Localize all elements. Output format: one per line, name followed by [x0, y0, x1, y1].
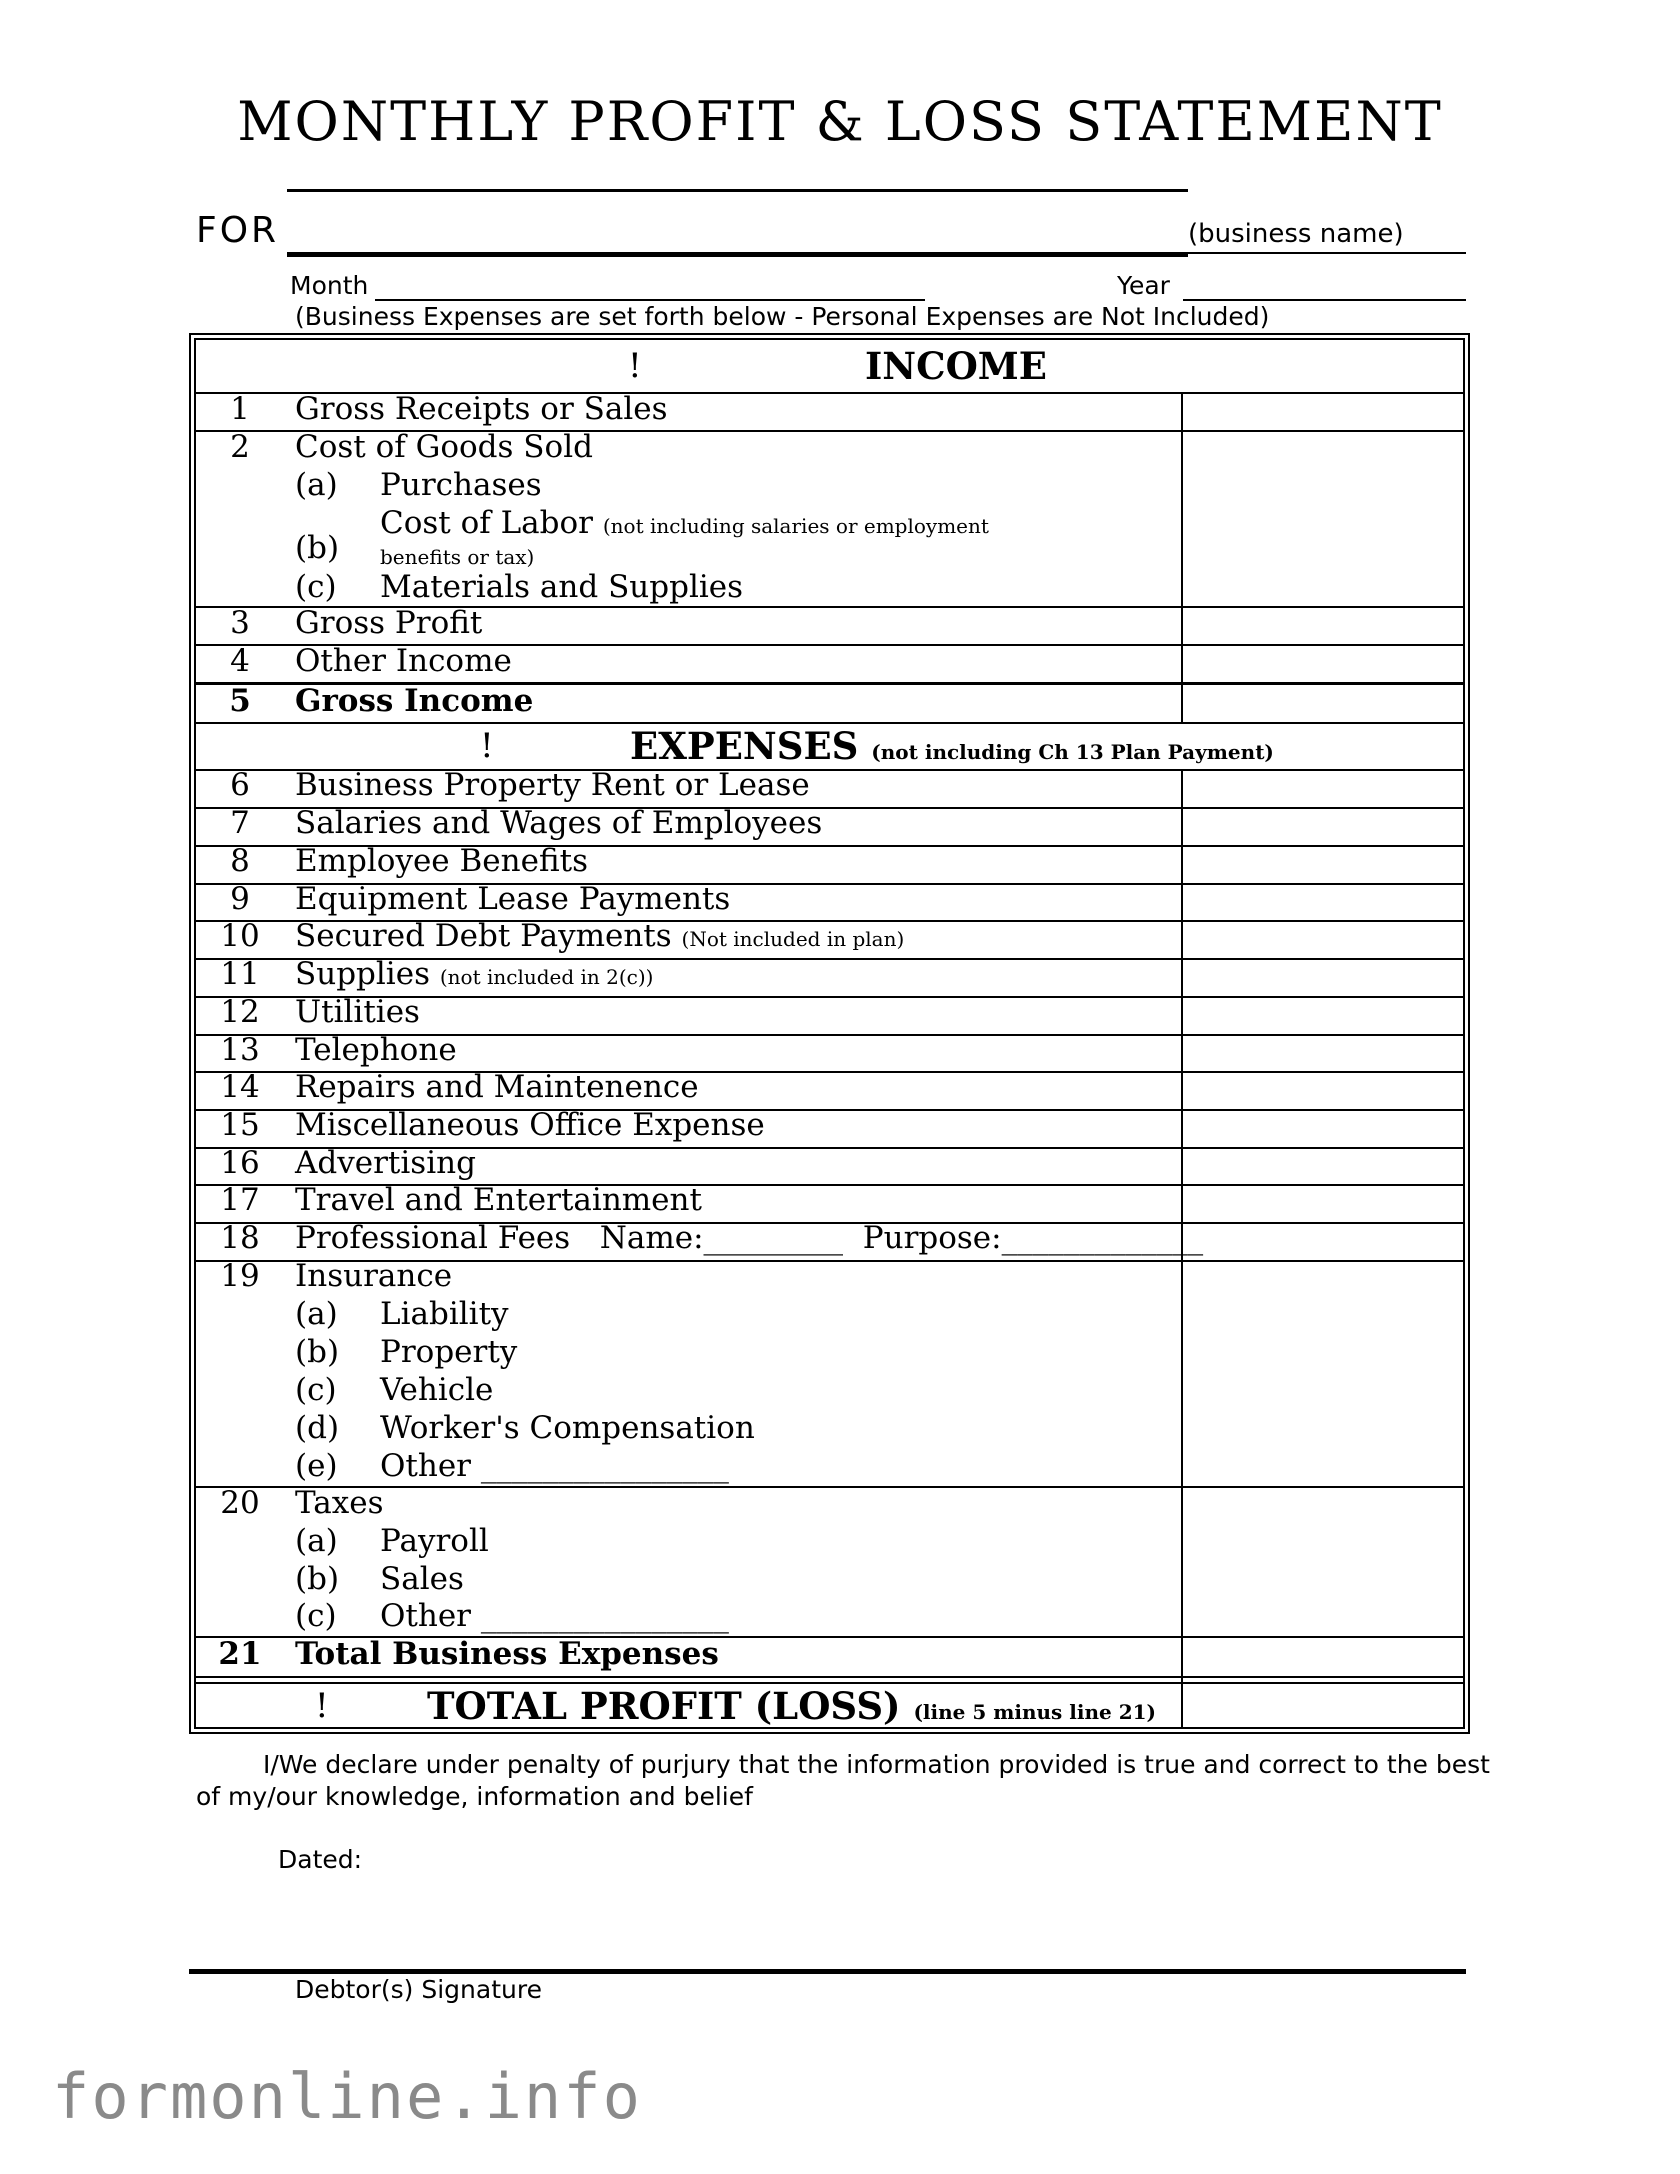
month-label: Month: [290, 271, 369, 300]
row-number: 8: [230, 843, 250, 879]
row-number: 2: [230, 429, 250, 465]
year-label: Year: [1117, 271, 1170, 300]
page-title: MONTHLY PROFIT & LOSS STATEMENT: [237, 90, 1443, 153]
row-label-other-income: Other Income: [295, 643, 512, 679]
value-other-income[interactable]: [1183, 646, 1459, 682]
insurance-item-key: (e): [295, 1448, 338, 1484]
insurance-item-property: Property: [380, 1334, 518, 1370]
declaration-text-continued: of my/our knowledge, information and belief: [196, 1782, 753, 1811]
row-label-total-expenses: Total Business Expenses: [295, 1636, 719, 1672]
tax-item-other: Other ________________: [380, 1598, 729, 1634]
cogs-item-key: (c): [295, 569, 337, 605]
row-label-gross-receipts: Gross Receipts or Sales: [295, 391, 668, 427]
row-number: 16: [220, 1145, 260, 1181]
watermark: formonline.info: [52, 2060, 642, 2133]
row-label-travel: Travel and Entertainment: [295, 1182, 702, 1218]
row-number: 5: [229, 683, 251, 719]
value-gross-receipts[interactable]: [1183, 394, 1459, 430]
tax-item-key: (c): [295, 1598, 337, 1634]
cogs-item-key: (b): [295, 530, 340, 566]
row-label-salaries: Salaries and Wages of Employees: [295, 805, 823, 841]
business-name-hint: (business name): [1188, 219, 1404, 249]
row-number: 6: [230, 767, 250, 803]
tax-item-key: (b): [295, 1561, 340, 1597]
cogs-item-materials: Materials and Supplies: [380, 569, 744, 605]
signature-label: Debtor(s) Signature: [295, 1975, 542, 2004]
row-number: 18: [220, 1220, 260, 1256]
row-number: 19: [220, 1258, 260, 1294]
cogs-item-labor: Cost of Labor (not including salaries or employment: [380, 505, 989, 541]
row-label-taxes: Taxes: [295, 1485, 384, 1521]
signature-line[interactable]: [189, 1969, 1466, 1974]
row-number: 4: [230, 643, 250, 679]
row-number: 20: [220, 1485, 260, 1521]
row-number: 9: [230, 881, 250, 917]
cogs-item-purchases: Purchases: [380, 467, 542, 503]
expenses-marker: !: [480, 726, 494, 766]
row-label-professional-fees: Professional Fees Name:_________ Purpose:_____________: [295, 1220, 1204, 1256]
row-number: 17: [220, 1182, 260, 1218]
year-field[interactable]: [1183, 299, 1466, 301]
insurance-item-key: (a): [295, 1296, 338, 1332]
business-name-hint-line: [1188, 252, 1466, 254]
row-label-telephone: Telephone: [295, 1032, 457, 1068]
insurance-item-key: (b): [295, 1334, 340, 1370]
income-header: INCOME: [865, 344, 1047, 388]
insurance-item-workers-comp: Worker's Compensation: [380, 1410, 755, 1446]
row-label-rent: Business Property Rent or Lease: [295, 767, 810, 803]
dated-label: Dated:: [278, 1845, 363, 1874]
row-label-gross-income: Gross Income: [295, 683, 534, 719]
month-field[interactable]: [375, 299, 925, 301]
business-name-field[interactable]: [287, 252, 1188, 257]
insurance-item-liability: Liability: [380, 1296, 509, 1332]
business-name-top-line: [287, 189, 1188, 192]
row-label-insurance: Insurance: [295, 1258, 453, 1294]
insurance-item-other: Other ________________: [380, 1448, 729, 1484]
cogs-item-key: (a): [295, 467, 338, 503]
total-profit-header: TOTAL PROFIT (LOSS) (line 5 minus line 21): [427, 1684, 1157, 1728]
row-label-office-expense: Miscellaneous Office Expense: [295, 1107, 765, 1143]
row-number: 3: [230, 605, 250, 641]
income-marker: !: [628, 346, 642, 386]
row-number: 7: [230, 805, 250, 841]
declaration-text: I/We declare under penalty of purjury that the information provided is true and correct to the best: [263, 1750, 1490, 1779]
row-number: 12: [220, 994, 260, 1030]
tax-item-key: (a): [295, 1523, 338, 1559]
value-total-expenses[interactable]: [1183, 1638, 1459, 1676]
row-number: 14: [220, 1069, 260, 1105]
value-cost-of-goods[interactable]: [1183, 432, 1459, 606]
for-label: FOR: [196, 210, 280, 251]
row-number: 1: [230, 391, 250, 427]
insurance-item-vehicle: Vehicle: [380, 1372, 494, 1408]
value-gross-income[interactable]: [1183, 685, 1459, 722]
value-total-profit[interactable]: [1183, 1684, 1459, 1724]
row-number: 21: [218, 1636, 262, 1672]
row-label-supplies: Supplies (not included in 2(c)): [295, 956, 654, 992]
value-gross-profit[interactable]: [1183, 608, 1459, 644]
expenses-header: EXPENSES (not including Ch 13 Plan Payment): [630, 724, 1274, 768]
row-number: 13: [220, 1032, 260, 1068]
row-number: 10: [220, 918, 260, 954]
insurance-item-key: (c): [295, 1372, 337, 1408]
row-label-benefits: Employee Benefits: [295, 843, 588, 879]
cogs-item-labor-note: benefits or tax): [380, 545, 535, 569]
row-label-utilities: Utilities: [295, 994, 420, 1030]
row-number: 15: [220, 1107, 260, 1143]
insurance-item-key: (d): [295, 1410, 340, 1446]
row-number: 11: [220, 956, 260, 992]
row-label-gross-profit: Gross Profit: [295, 605, 483, 641]
business-expense-note: (Business Expenses are set forth below - Personal Expenses are Not Included): [295, 302, 1270, 331]
row-label-cost-of-goods: Cost of Goods Sold: [295, 429, 593, 465]
row-label-repairs: Repairs and Maintenence: [295, 1069, 699, 1105]
row-label-advertising: Advertising: [295, 1145, 476, 1181]
row-label-secured-debt: Secured Debt Payments (Not included in plan): [295, 918, 905, 954]
tax-item-payroll: Payroll: [380, 1523, 489, 1559]
tax-item-sales: Sales: [380, 1561, 464, 1597]
row-label-equipment-lease: Equipment Lease Payments: [295, 881, 731, 917]
total-marker: !: [315, 1686, 329, 1726]
